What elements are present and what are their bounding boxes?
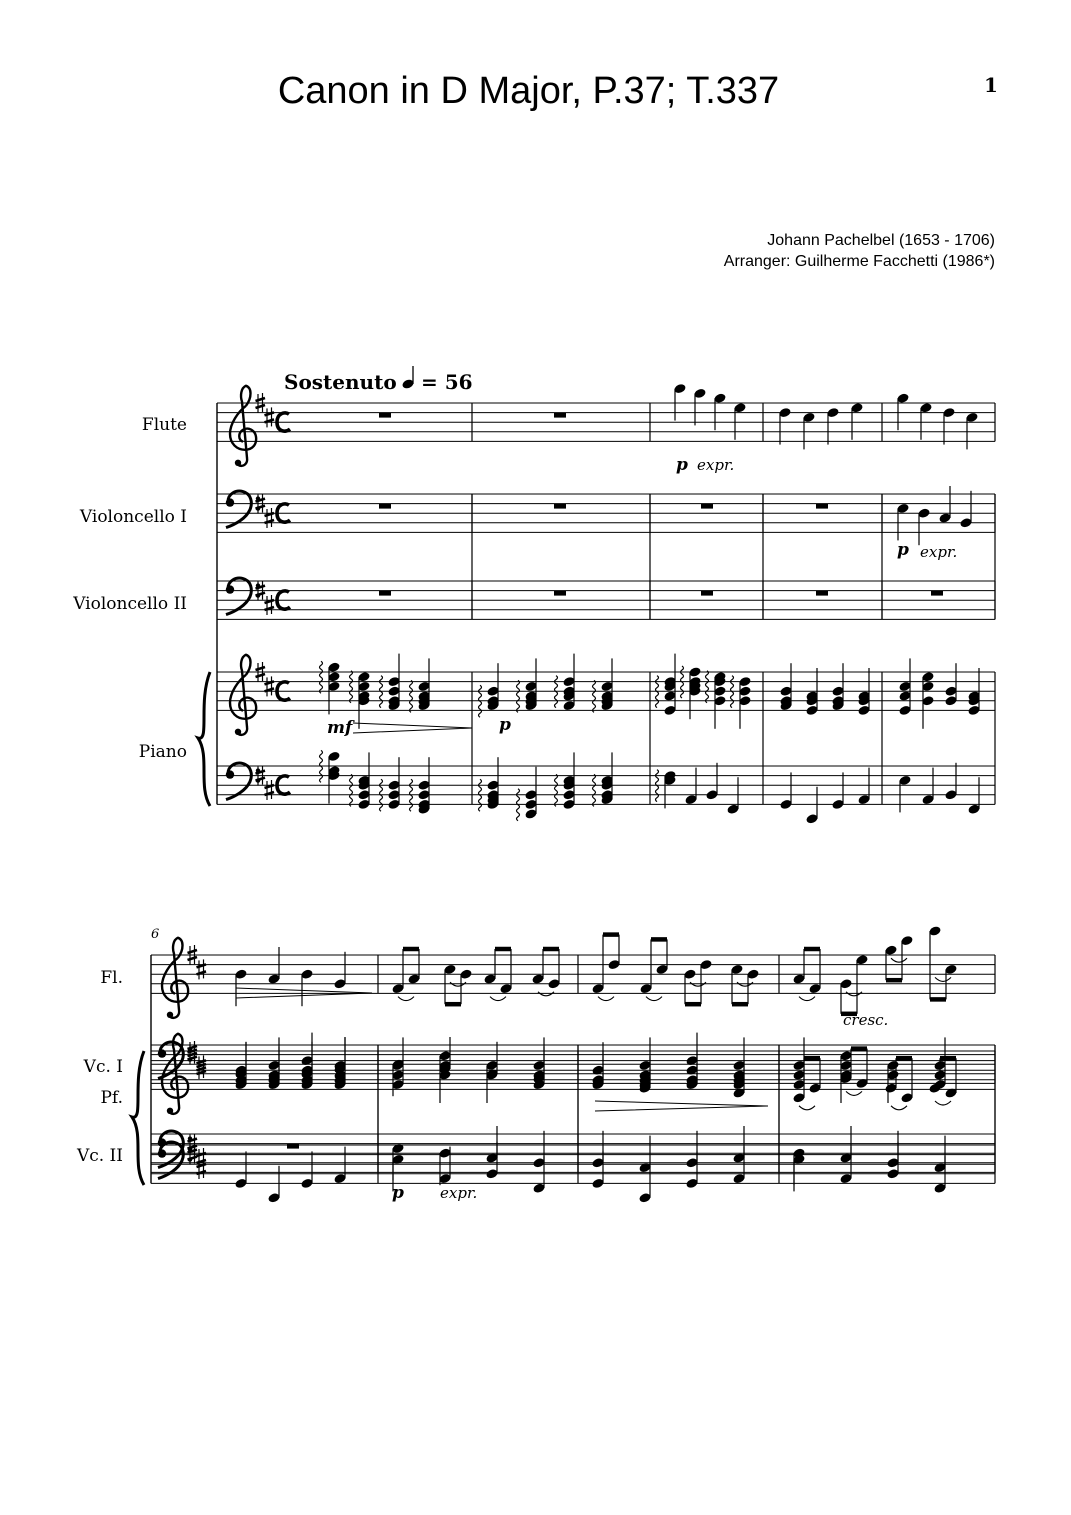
- piano-brace: [198, 672, 210, 806]
- cello2-expression: expr.: [440, 1184, 478, 1202]
- slur: [935, 1101, 951, 1105]
- cello1-expression: expr.: [920, 543, 958, 561]
- cello1-short-label: Vc. I: [83, 1057, 123, 1077]
- arpeggio-sign: [410, 680, 413, 712]
- treble-clef-icon: [230, 386, 256, 466]
- cello2-short-label: Vc. II: [76, 1146, 123, 1166]
- arpeggio-sign: [593, 680, 596, 712]
- key-fl-sharp-c: [265, 407, 275, 427]
- cello2-rest: [287, 1144, 299, 1149]
- arpeggio-sign: [320, 661, 323, 693]
- cello2-rest: [931, 591, 943, 596]
- cello2-rest: [816, 591, 828, 596]
- cello1-dynamic: p: [897, 540, 909, 560]
- composer-credit: Johann Pachelbel (1653 - 1706): [767, 232, 995, 249]
- key-pt-sharp-c: [265, 676, 275, 696]
- slur: [799, 1106, 815, 1110]
- key2-fl-sharp-c: [197, 959, 207, 979]
- treble-clef-icon: [230, 655, 256, 735]
- score-title: Canon in D Major, P.37; T.337: [277, 70, 780, 112]
- whole-rest: [379, 413, 391, 418]
- tempo-bpm: = 56: [421, 370, 473, 394]
- cello2-rest: [379, 591, 391, 596]
- key-c2-sharp-c: [265, 595, 275, 615]
- piano-brace-2: [132, 1051, 144, 1185]
- piano-dynamic-p: p: [499, 715, 511, 735]
- slur: [846, 1091, 862, 1095]
- bass-clef-icon: [226, 491, 260, 528]
- key-pb-sharp-c: [265, 780, 275, 800]
- arpeggio-sign: [350, 774, 353, 806]
- cello2-rest: [701, 591, 713, 596]
- flute-short-label: Fl.: [100, 968, 123, 988]
- treble-clef-icon: [162, 938, 188, 1018]
- arpeggio-sign: [593, 774, 596, 806]
- piano-short-label: Pf.: [100, 1088, 123, 1108]
- flute-crescendo: cresc.: [843, 1011, 889, 1029]
- bass-clef-icon: [226, 763, 260, 800]
- tempo-marking: Sostenuto: [284, 370, 397, 394]
- whole-rest: [554, 504, 566, 509]
- cello2-label: Violoncello II: [73, 594, 187, 614]
- whole-rest: [816, 504, 828, 509]
- slur: [598, 997, 614, 1001]
- slur: [935, 977, 951, 981]
- slur: [799, 997, 815, 1001]
- page-number: 1: [984, 73, 998, 97]
- slur: [398, 997, 414, 1001]
- arranger-credit: Arranger: Guilherme Facchetti (1986*): [723, 253, 995, 270]
- measure-number: 6: [151, 927, 160, 942]
- cello2-rest: [554, 591, 566, 596]
- arpeggio-sign: [350, 671, 353, 703]
- slur: [891, 1106, 907, 1110]
- whole-rest: [379, 504, 391, 509]
- arpeggio-sign: [555, 774, 558, 806]
- cello1-decrescendo-hairpin: [595, 1101, 768, 1111]
- slur: [490, 997, 506, 1001]
- key-c1-sharp-c: [265, 508, 275, 528]
- flute-label: Flute: [141, 415, 187, 435]
- flute-expression: expr.: [697, 456, 735, 474]
- bass-clef-icon: [226, 578, 260, 615]
- piano-decrescendo-hairpin: [353, 723, 472, 733]
- whole-rest: [701, 504, 713, 509]
- arpeggio-sign: [517, 680, 520, 712]
- flute-dynamic: p: [676, 455, 688, 475]
- slur: [646, 997, 662, 1001]
- piano-label: Piano: [138, 742, 187, 762]
- slur: [891, 958, 907, 962]
- cello2-dynamic: p: [392, 1183, 404, 1203]
- cello1-label: Violoncello I: [79, 507, 187, 527]
- arpeggio-sign: [706, 671, 709, 703]
- whole-rest: [554, 413, 566, 418]
- piano-dynamic-mf: mf: [327, 718, 353, 738]
- bass-clef-icon: [158, 1131, 192, 1168]
